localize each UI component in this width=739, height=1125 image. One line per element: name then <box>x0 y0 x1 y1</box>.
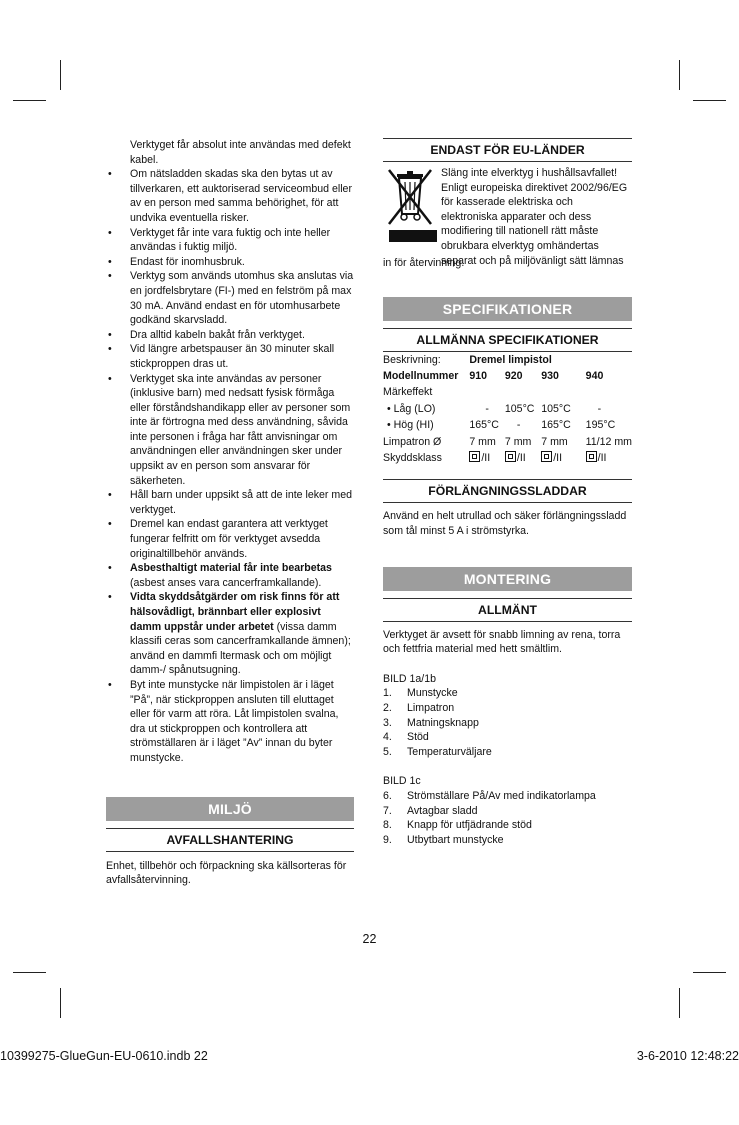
figure-1c-label: BILD 1c <box>383 775 421 788</box>
list-item <box>383 686 632 701</box>
crop-mark <box>60 60 61 90</box>
crop-mark <box>679 60 680 90</box>
table-cell: 11/12 mm <box>585 435 632 448</box>
crop-mark <box>693 972 726 973</box>
left-column <box>106 138 354 888</box>
table-row <box>383 450 632 466</box>
item-number: 7. <box>383 804 392 817</box>
page-number: 22 <box>362 932 377 946</box>
table-cell: 7 mm <box>541 435 568 448</box>
protection-class-icon <box>469 451 480 462</box>
protection-class-value: /II <box>553 452 563 465</box>
table-row <box>383 417 632 433</box>
list-item-dust-safety <box>106 590 354 678</box>
list-item <box>383 804 632 819</box>
item-number: 2. <box>383 702 392 714</box>
item-number: 5. <box>383 745 392 758</box>
list-item: • Verktyg som används utomhus ska anslutas via en jordfelsbrytare (FI-) med en felström på max 30 mA. Använd endast en för utomhusarbete godkänd skarvsladd. <box>106 269 354 327</box>
list-item <box>383 730 632 745</box>
crossed-out-wheelie-bin-icon <box>383 168 437 258</box>
table-cell: - <box>516 419 521 432</box>
table-cell: 195°C <box>585 419 616 432</box>
table-cell: 105°C <box>541 402 571 415</box>
eu-only-heading: ENDAST FÖR EU-LÄNDER <box>383 138 632 162</box>
list-item: • Endast för inomhusbruk. <box>106 255 354 270</box>
table-cell: Dremel limpistol <box>469 353 552 366</box>
specifications-table <box>383 352 632 467</box>
eu-disposal-text-end: in för återvinning. <box>383 257 465 269</box>
table-cell: Limpatron Ø <box>383 435 442 448</box>
protection-class-icon <box>505 451 516 462</box>
list-item <box>383 789 632 804</box>
table-cell: Märkeffekt <box>383 386 433 399</box>
table-cell <box>541 450 585 466</box>
table-cell: Beskrivning: <box>383 353 441 366</box>
table-cell: 7 mm <box>504 435 532 448</box>
table-cell <box>586 450 632 466</box>
list-item-asbestos <box>106 561 354 590</box>
item-text: Matningsknapp <box>407 716 479 729</box>
table-cell: 105°C <box>504 402 535 415</box>
specifications-banner: SPECIFIKATIONER <box>383 297 632 321</box>
item-text: Utbytbart munstycke <box>407 833 504 846</box>
table-row <box>383 434 632 450</box>
item-text: Strömställare På/Av med indikatorlampa <box>407 789 596 802</box>
list-item <box>383 745 632 760</box>
item-text: Munstycke <box>407 687 458 700</box>
crop-mark <box>679 988 680 1018</box>
list-item: • Byt inte munstycke när limpistolen är i läget ”På”, när stickproppen ansluten till eluttaget eller för varm att röra. Låt limpistolen svalna, dra ut stickproppen och kontrollera att strömställaren är i läget ”Av” innan du byter munstycke. <box>106 678 354 766</box>
figure-1c-parts-list <box>383 789 632 847</box>
crop-mark <box>13 972 46 973</box>
crop-mark <box>60 988 61 1018</box>
table-cell: 910 <box>469 370 488 382</box>
general-heading: ALLMÄNT <box>383 598 632 622</box>
table-row <box>383 352 632 368</box>
dust-warning-bold: Vidta skyddsåtgärder om risk finns för att hälsovådligt, brännbart eller explosivt damm uppstår under arbetet <box>130 591 340 633</box>
table-cell: 920 <box>504 370 523 382</box>
footer-file-info: 10399275-GlueGun-EU-0610.indb 22 <box>0 1049 208 1063</box>
item-number: 1. <box>383 687 392 700</box>
item-text: Stöd <box>407 731 429 744</box>
table-cell: Modellnummer <box>383 370 459 382</box>
table-cell <box>469 450 505 466</box>
table-row <box>383 368 632 384</box>
list-item: • Vid längre arbetspauser än 30 minuter skall stickproppen dras ut. <box>106 342 354 371</box>
disposal-heading: AVFALLSHANTERING <box>106 828 354 852</box>
list-item: • Håll barn under uppsikt så att de inte leker med verktyget. <box>106 488 354 517</box>
list-item <box>383 701 632 716</box>
item-number: 3. <box>383 716 392 729</box>
table-row <box>383 401 632 417</box>
item-number: 6. <box>383 789 392 802</box>
table-cell: 940 <box>585 370 604 382</box>
list-item: • Om nätsladden skadas ska den bytas ut av tillverkaren, ett auktoriserad serviceombud eller av en person med samma behörighet, för att undvika eventuella risker. <box>106 167 354 225</box>
item-number: 8. <box>383 819 392 832</box>
list-item <box>383 716 632 731</box>
table-cell <box>505 450 541 466</box>
asbestos-warning-text: (asbest anses vara cancerframkallande). <box>130 576 322 589</box>
general-text: Verktyget är avsett för snabb limning av rena, torra och fettfria material med hett smältlim. <box>383 628 621 656</box>
protection-class-icon <box>541 451 552 462</box>
list-item: • Dra alltid kabeln bakåt från verktyget. <box>106 328 354 343</box>
extension-cords-text: Använd en helt utrullad och säker förlängningssladd som tål minst 5 A i strömstyrka. <box>383 510 627 538</box>
safety-bullet-list <box>106 167 354 765</box>
protection-class-value: /II <box>516 452 526 465</box>
weee-notice <box>383 162 632 274</box>
table-cell: • Hög (HI) <box>387 419 434 432</box>
table-cell: 7 mm <box>469 435 496 448</box>
footer-date-time: 3-6-2010 12:48:22 <box>636 1049 739 1063</box>
protection-class-value: /II <box>481 452 491 465</box>
eu-disposal-text: Släng inte elverktyg i hushållsavfallet! Enligt europeiska direktivet 2002/96/EG för kasserade elektriska och elektroniska apparater och dess modifiering till nationell rätt måste obrukbara elverktyg omhändertas separat och på miljövänligt sätt lämnas <box>441 167 628 267</box>
protection-class-icon <box>586 451 597 462</box>
disposal-text: Enhet, tillbehör och förpackning ska källsorteras för avfallsåtervinning. <box>106 859 347 887</box>
table-cell: 930 <box>541 370 559 382</box>
asbestos-warning-bold: Asbesthaltigt material får inte bearbetas <box>130 562 332 575</box>
list-item: • Dremel kan endast garantera att verktyget fungerar felfritt om för verktyget avsedda originaltillbehör används. <box>106 517 354 561</box>
item-number: 9. <box>383 833 392 846</box>
continuation-text: Verktyget får absolut inte användas med defekt kabel. <box>130 139 351 166</box>
table-cell: - <box>597 402 602 415</box>
table-cell: 165°C <box>541 419 571 432</box>
figure-1ab-parts-list <box>383 686 632 759</box>
item-number: 4. <box>383 731 392 744</box>
table-row <box>383 384 632 400</box>
dust-warning-text: (vissa damm klassifi ceras som cancerframkallande ämnen); använd en dammfi ltermask och om möjligt damm-/ spånutsugning. <box>130 620 351 677</box>
environment-banner: MILJÖ <box>106 797 354 821</box>
protection-class-value: /II <box>597 452 607 465</box>
table-cell: 165°C <box>469 419 499 432</box>
right-column <box>383 138 632 847</box>
figure-1ab-label: BILD 1a/1b <box>383 672 437 685</box>
list-item: • Verktyget ska inte användas av personer (inklusive barn) med nedsatt fysisk förmåga eller förståndshandikapp eller av personer som inte är förtrogna med dess användning, såvida inte personen i fråga har fått anvisningar om användningen eller användningen sker under uppsikt av en person som ansvarar för säkerheten. <box>106 372 354 489</box>
crop-mark <box>693 100 726 101</box>
general-specifications-heading: ALLMÄNNA SPECIFIKATIONER <box>383 328 632 352</box>
item-text: Limpatron <box>407 702 455 714</box>
item-text: Avtagbar sladd <box>407 804 478 817</box>
table-cell: Skyddsklass <box>383 452 442 465</box>
crop-mark <box>13 100 46 101</box>
extension-cords-heading: FÖRLÄNGNINGSSLADDAR <box>383 479 632 503</box>
list-item <box>383 818 632 833</box>
table-cell: • Låg (LO) <box>387 402 436 415</box>
assembly-banner: MONTERING <box>383 567 632 591</box>
list-item: • Verktyget får inte vara fuktig och inte heller användas i fuktig miljö. <box>106 226 354 255</box>
list-item <box>383 833 632 848</box>
table-cell: - <box>485 402 489 415</box>
item-text: Temperaturväljare <box>407 745 492 758</box>
item-text: Knapp för utfjädrande stöd <box>407 819 532 832</box>
